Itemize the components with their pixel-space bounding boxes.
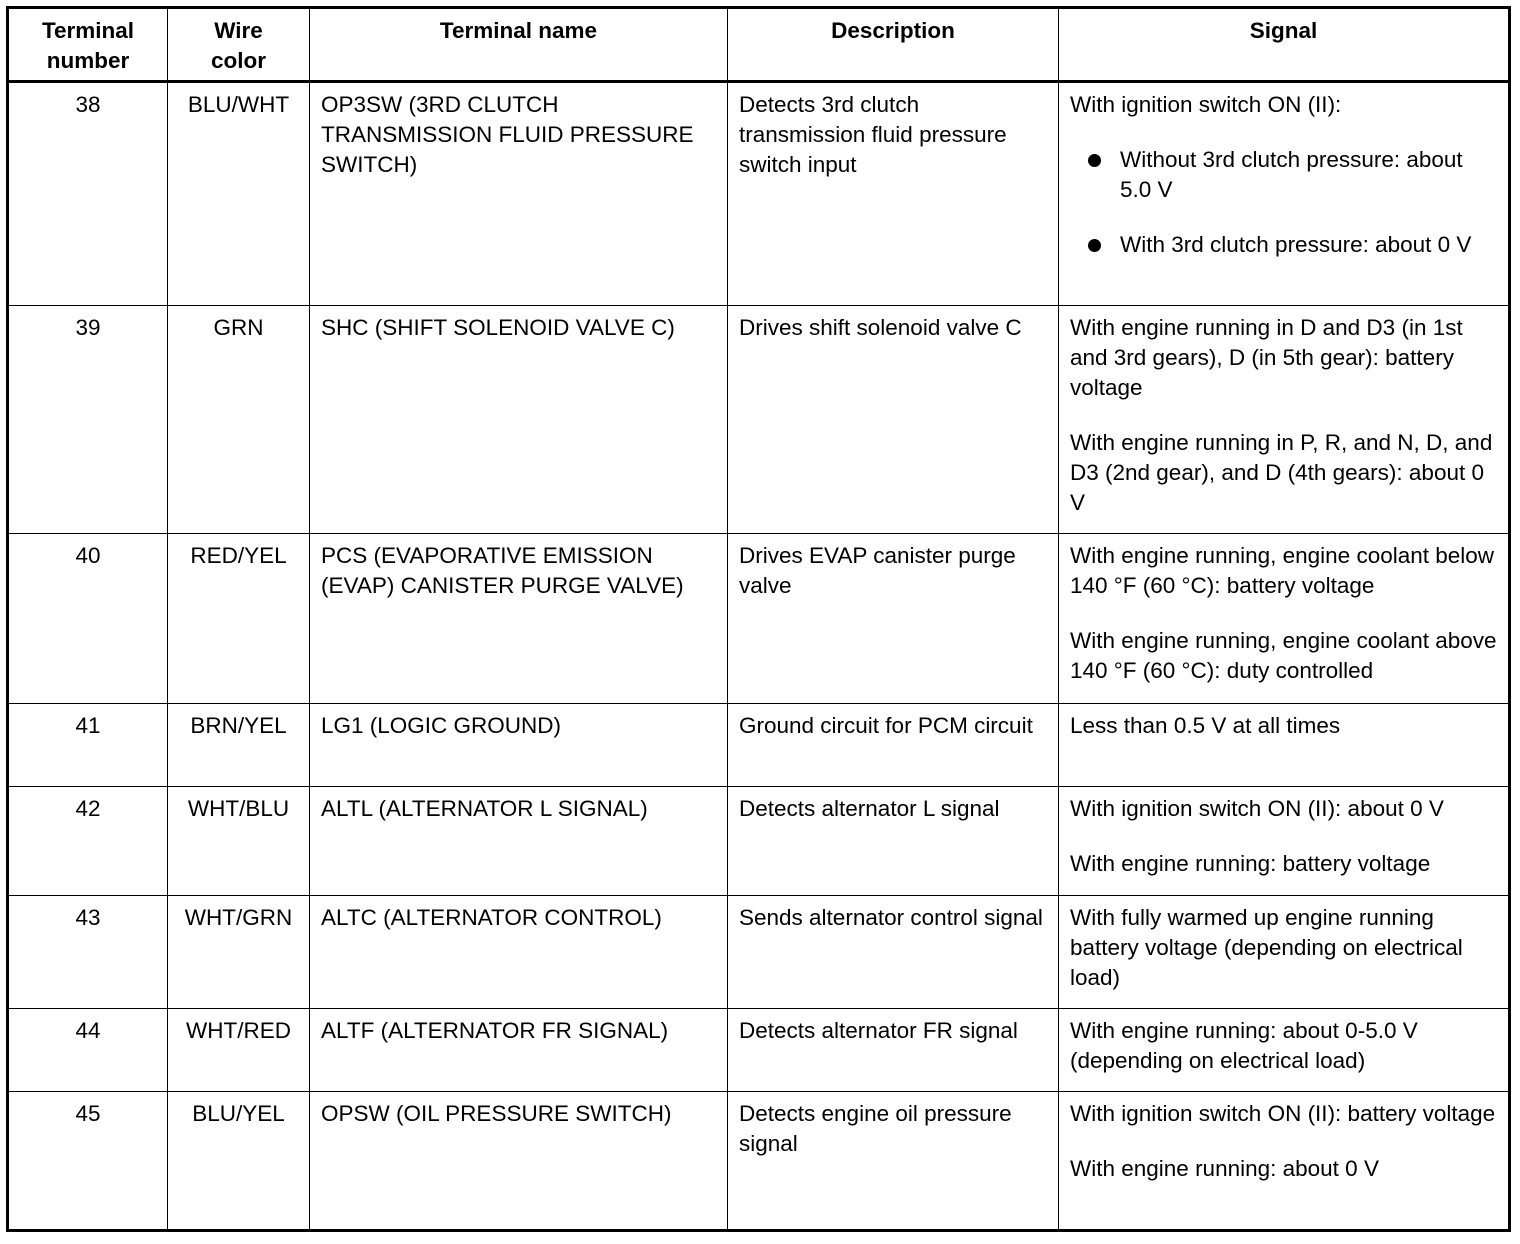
header-signal: Signal bbox=[1059, 8, 1510, 82]
header-row bbox=[8, 8, 1510, 82]
terminal-name-cell: LG1 (LOGIC GROUND) bbox=[310, 704, 728, 787]
table-row bbox=[8, 896, 1510, 1009]
terminal-name-cell: ALTF (ALTERNATOR FR SIGNAL) bbox=[310, 1009, 728, 1092]
table-header bbox=[8, 8, 1510, 82]
signal-text: With ignition switch ON (II): about 0 V bbox=[1070, 796, 1444, 821]
wire-color-cell: BRN/YEL bbox=[168, 704, 310, 787]
description-cell: Detects 3rd clutch transmission fluid pressure switch input bbox=[728, 82, 1059, 306]
bullet-icon bbox=[1088, 239, 1101, 252]
table-row bbox=[8, 787, 1510, 896]
wire-color-cell: WHT/BLU bbox=[168, 787, 310, 896]
terminal-number-cell: 40 bbox=[8, 534, 168, 704]
signal-text: With ignition switch ON (II): bbox=[1070, 92, 1342, 117]
signal-bullet bbox=[1070, 145, 1498, 205]
header-terminal-name: Terminal name bbox=[310, 8, 728, 82]
terminal-number-cell: 45 bbox=[8, 1092, 168, 1231]
terminal-number-cell: 41 bbox=[8, 704, 168, 787]
table-row bbox=[8, 1009, 1510, 1092]
table-row bbox=[8, 1092, 1510, 1231]
terminal-name-cell: SHC (SHIFT SOLENOID VALVE C) bbox=[310, 306, 728, 534]
signal-cell bbox=[1059, 306, 1510, 534]
signal-text: With engine running in D and D3 (in 1st and 3rd gears), D (in 5th gear): battery voltage bbox=[1070, 315, 1463, 400]
table-row bbox=[8, 82, 1510, 306]
table-row bbox=[8, 306, 1510, 534]
signal-text: With engine running, engine coolant below 140 °F (60 °C): battery voltage bbox=[1070, 543, 1495, 598]
terminal-number-cell: 43 bbox=[8, 896, 168, 1009]
description-cell: Sends alternator control signal bbox=[728, 896, 1059, 1009]
signal-text: With fully warmed up engine running battery voltage (depending on electrical load) bbox=[1070, 905, 1463, 990]
wire-color-cell: BLU/YEL bbox=[168, 1092, 310, 1231]
wire-color-cell: BLU/WHT bbox=[168, 82, 310, 306]
signal-text: With ignition switch ON (II): battery voltage bbox=[1070, 1101, 1496, 1126]
header-wire-color: Wire color bbox=[168, 8, 310, 82]
signal-bullet bbox=[1070, 230, 1498, 260]
signal-text: With engine running in P, R, and N, D, and D3 (2nd gear), and D (4th gears): about 0 V bbox=[1070, 430, 1493, 515]
signal-cell bbox=[1059, 1009, 1510, 1092]
terminal-name-cell: OP3SW (3RD CLUTCH TRANSMISSION FLUID PRESSURE SWITCH) bbox=[310, 82, 728, 306]
signal-text: With engine running: about 0-5.0 V (depending on electrical load) bbox=[1070, 1018, 1418, 1073]
terminal-name-cell: ALTC (ALTERNATOR CONTROL) bbox=[310, 896, 728, 1009]
header-terminal-number: Terminal number bbox=[8, 8, 168, 82]
signal-text: With engine running, engine coolant above 140 °F (60 °C): duty controlled bbox=[1070, 628, 1497, 683]
description-cell: Drives EVAP canister purge valve bbox=[728, 534, 1059, 704]
signal-text: With engine running: battery voltage bbox=[1070, 851, 1431, 876]
description-cell: Drives shift solenoid valve C bbox=[728, 306, 1059, 534]
signal-cell bbox=[1059, 1092, 1510, 1231]
description-cell: Detects alternator FR signal bbox=[728, 1009, 1059, 1092]
wire-color-cell: RED/YEL bbox=[168, 534, 310, 704]
signal-bullet-text: With 3rd clutch pressure: about 0 V bbox=[1120, 232, 1472, 257]
signal-cell bbox=[1059, 896, 1510, 1009]
terminal-number-cell: 42 bbox=[8, 787, 168, 896]
terminal-number-cell: 39 bbox=[8, 306, 168, 534]
terminal-name-cell: OPSW (OIL PRESSURE SWITCH) bbox=[310, 1092, 728, 1231]
signal-cell bbox=[1059, 704, 1510, 787]
description-cell: Detects engine oil pressure signal bbox=[728, 1092, 1059, 1231]
terminal-number-cell: 44 bbox=[8, 1009, 168, 1092]
signal-cell bbox=[1059, 787, 1510, 896]
signal-text: With engine running: about 0 V bbox=[1070, 1156, 1379, 1181]
header-description: Description bbox=[728, 8, 1059, 82]
table-body bbox=[8, 82, 1510, 1231]
signal-cell bbox=[1059, 82, 1510, 306]
terminal-name-cell: PCS (EVAPORATIVE EMISSION (EVAP) CANISTER PURGE VALVE) bbox=[310, 534, 728, 704]
signal-bullet-text: Without 3rd clutch pressure: about 5.0 V bbox=[1120, 147, 1463, 202]
wire-color-cell: WHT/GRN bbox=[168, 896, 310, 1009]
wire-color-cell: GRN bbox=[168, 306, 310, 534]
terminal-name-cell: ALTL (ALTERNATOR L SIGNAL) bbox=[310, 787, 728, 896]
signal-text: Less than 0.5 V at all times bbox=[1070, 713, 1341, 738]
signal-bullet-list bbox=[1070, 145, 1498, 260]
terminal-number-cell: 38 bbox=[8, 82, 168, 306]
wire-color-cell: WHT/RED bbox=[168, 1009, 310, 1092]
table-row bbox=[8, 704, 1510, 787]
bullet-icon bbox=[1088, 154, 1101, 167]
signal-cell bbox=[1059, 534, 1510, 704]
description-cell: Detects alternator L signal bbox=[728, 787, 1059, 896]
table-row bbox=[8, 534, 1510, 704]
terminal-table bbox=[6, 6, 1511, 1232]
description-cell: Ground circuit for PCM circuit bbox=[728, 704, 1059, 787]
